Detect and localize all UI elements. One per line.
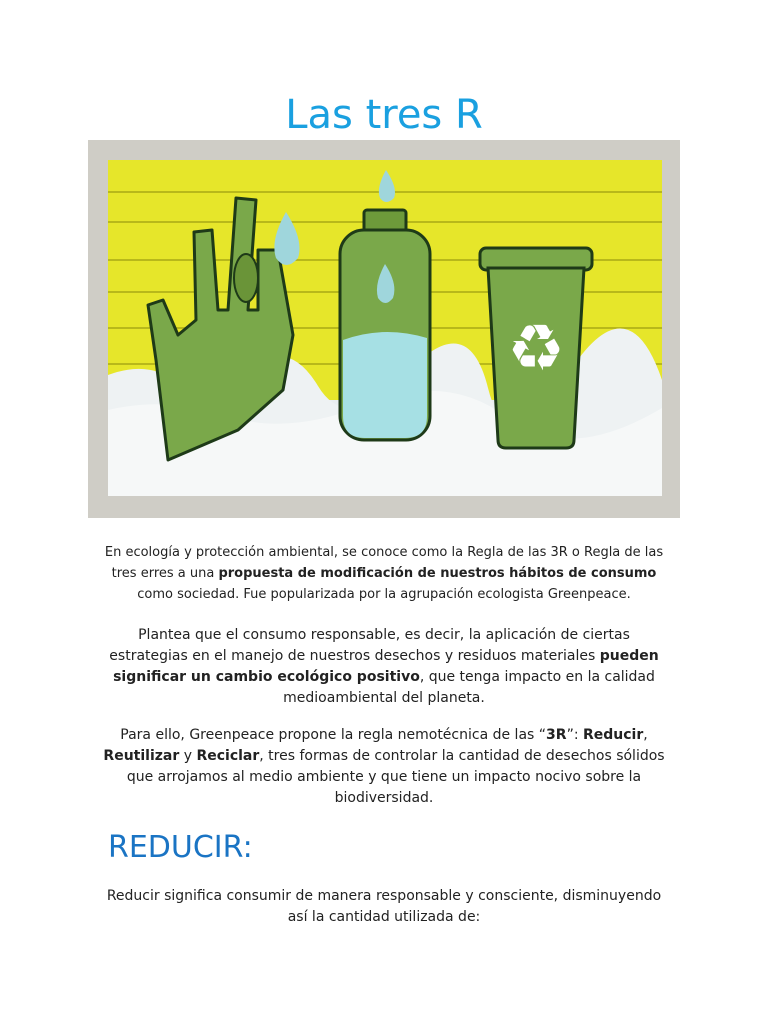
svg-text:♻: ♻ (507, 312, 565, 386)
bottle-icon (340, 210, 430, 440)
illustration-panel (108, 160, 662, 496)
rule-paragraph: Para ello, Greenpeace propone la regla nemotécnica de las “3R”: Reducir, Reutilizar y Reciclar, tres formas de controlar la cantidad de desechos sólidos que arrojamos al medio ambiente y que tiene un impacto nocivo sobre la biodiversidad. (103, 727, 665, 806)
three-r-illustration (88, 140, 680, 518)
recycle-bin-icon (480, 248, 592, 448)
section-paragraph: Reducir significa consumir de manera responsable y consciente, disminuyendo así la cantidad utilizada de: (106, 888, 662, 925)
section-heading: REDUCIR: (108, 830, 253, 865)
intro-paragraph: En ecología y protección ambiental, se conoce como la Regla de las 3R o Regla de las tres erres a una propuesta de modificación de nuestros hábitos de consumo como sociedad. Fue popularizada por la agrupación ecologista Greenpeace. (104, 545, 664, 602)
consumption-paragraph: Plantea que el consumo responsable, es decir, la aplicación de ciertas estrategias en el manejo de nuestros desechos y residuos materiales pueden significar un cambio ecológico positivo, que tenga impacto en la calidad medioambiental del planeta. (109, 627, 659, 706)
page-title: Las tres R (285, 92, 483, 138)
illustration-art (108, 160, 662, 496)
